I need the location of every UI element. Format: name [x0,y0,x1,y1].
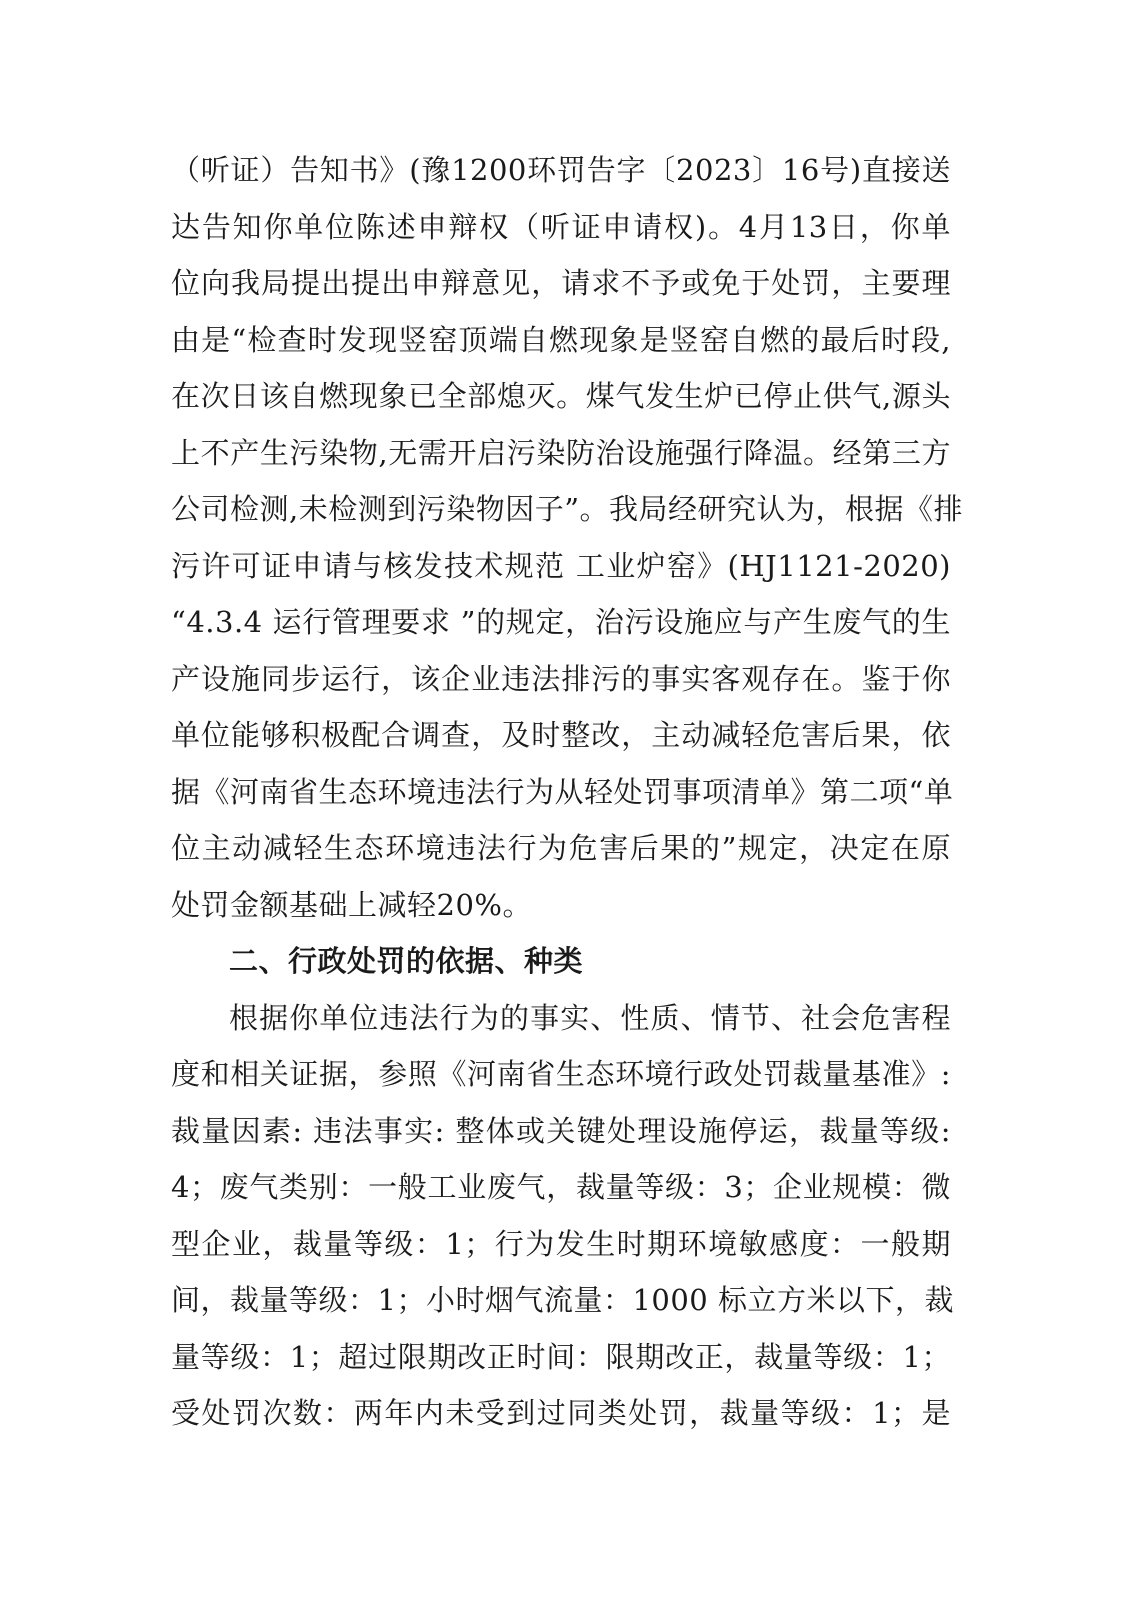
paragraph-line: 裁量因素: 违法事实: 整体或关键处理设施停运，裁量等级: [171,1113,951,1148]
paragraph-line: 量等级：1；超过限期改正时间：限期改正，裁量等级：1； [171,1339,951,1374]
paragraph-line: 达告知你单位陈述申辩权（听证申请权)。4月13日，你单 [171,209,951,244]
paragraph-line: 度和相关证据，参照《河南省生态环境行政处罚裁量基准》: [171,1057,951,1091]
paragraph-line: 单位能够积极配合调查，及时整改，主动减轻危害后果，依 [171,718,951,752]
paragraph-line: 公司检测,未检测到污染物因子”。我局经研究认为，根据《排 [171,492,964,526]
document-body [171,142,964,1442]
paragraph-line: 污许可证申请与核发技术规范 工业炉窑》(HJ1121-2020) [171,548,951,583]
section-heading: 二、行政处罚的依据、种类 [229,944,584,978]
paragraph-line: 受处罚次数：两年内未受到过同类处罚，裁量等级：1；是 [171,1396,951,1430]
paragraph-line: 间，裁量等级：1；小时烟气流量：1000 标立方米以下，裁 [171,1283,954,1317]
paragraph-line: 产设施同步运行，该企业违法排污的事实客观存在。鉴于你 [171,661,951,696]
paragraph-line: 由是“检查时发现竖窑顶端自燃现象是竖窑自燃的最后时段, [171,322,951,357]
paragraph-line: 型企业，裁量等级：1；行为发生时期环境敏感度：一般期 [171,1226,951,1261]
paragraph-line: （听证）告知书》(豫1200环罚告字〔2023〕16号)直接送 [171,153,951,187]
paragraph-line: 上不产生污染物,无需开启污染防治设施强行降温。经第三方 [171,435,951,470]
paragraph-first-line: 根据你单位违法行为的事实、性质、情节、社会危害程 [229,1000,951,1035]
paragraph-line: 位主动减轻生态环境违法行为危害后果的”规定，决定在原 [171,831,951,865]
paragraph-line: 位向我局提出提出申辩意见，请求不予或免于处罚，主要理 [171,266,951,300]
paragraph-last-line: 处罚金额基础上减轻20%。 [171,887,532,922]
paragraph-line: “4.3.4 运行管理要求 ”的规定，治污设施应与产生废气的生 [171,605,951,639]
paragraph-line: 据《河南省生态环境违法行为从轻处罚事项清单》第二项“单 [171,774,954,809]
paragraph-line: 在次日该自燃现象已全部熄灭。煤气发生炉已停止供气,源头 [171,379,951,413]
paragraph-line: 4；废气类别：一般工业废气，裁量等级：3；企业规模：微 [171,1170,951,1204]
